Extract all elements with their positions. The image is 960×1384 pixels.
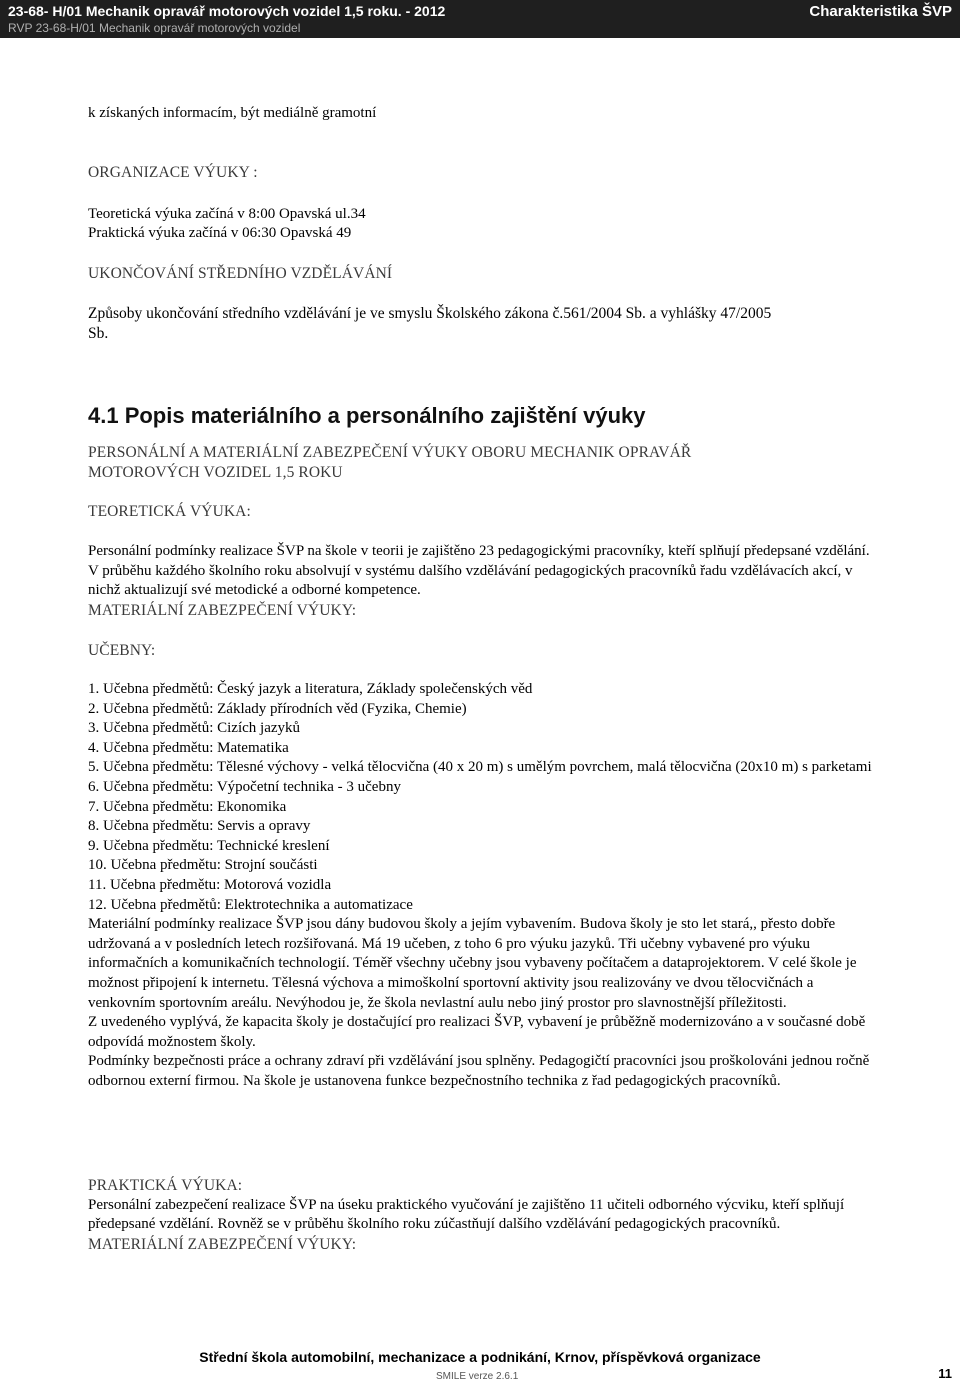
list-item: 5. Učebna předmětu: Tělesné výchovy - velká tělocvična (40 x 20 m) s umělým povrchem, malá tělocvična (20x10 m) s parketami [88,759,872,776]
personnel-heading-1: PERSONÁLNÍ A MATERIÁLNÍ ZABEZPEČENÍ VÝUKY OBORU MECHANIK OPRAVÁŘ [88,444,692,461]
document-subtitle: RVP 23-68-H/01 Mechanik opravář motorových vozidel [8,21,301,35]
theory-heading: TEORETICKÁ VÝUKA: [88,503,251,520]
page-number: 11 [938,1366,952,1381]
classrooms-heading: UČEBNY: [88,642,156,659]
footer-version: SMILE verze 2.6.1 [436,1371,519,1382]
material-heading-2: MATERIÁLNÍ ZABEZPEČENÍ VÝUKY: [88,1235,357,1253]
material-paragraph: Materiální podmínky realizace ŠVP jsou dány budovou školy a jejím vybavením. Budova školy je sto let stará,, přesto dobře udržovaná a v posledních letech rozšiřovaná. Má 19 učeben, z toho 6 pro výuku jazyků. Tři učebny vybavené pro výuku informačních a komunikačních technologií. Téměř všechny učebny jsou vybaveny počítačem a dataprojektorem. V celé škole je možnost připojení k internetu. Tělesná výchova a mimoškolní sportovní aktivity jsou realizovány ve dvou tělocvičnách a venkovním sportovním areálu. Nevýhodou je, že škola nevlastní aulu nebo jiný prostor pro slavnostnější příležitosti. [88,916,857,1011]
section-label: Charakteristika ŠVP [809,3,952,20]
page-header [0,0,960,38]
footer-school: Střední škola automobilní, mechanizace a podnikání, Krnov, příspěvková organizace [199,1349,761,1365]
media-line: k získaných informacím, být mediálně gramotní [88,105,377,121]
document-title: 23-68- H/01 Mechanik opravář motorových vozidel 1,5 roku. - 2012 [8,3,446,19]
completion-text: Způsoby ukončování středního vzdělávání je ve smyslu Školského zákona č.561/2004 Sb. a vyhlášky 47/2005 [88,305,772,322]
list-item: 7. Učebna předmětu: Ekonomika [88,798,287,815]
list-item: 11. Učebna předmětu: Motorová vozidla [88,876,332,893]
completion-text-cont: Sb. [88,325,109,342]
list-item: 8. Učebna předmětu: Servis a opravy [88,818,311,835]
list-item: 9. Učebna předmětu: Technické kreslení [88,837,330,854]
practice-section [88,1176,878,1254]
list-item: 6. Učebna předmětu: Výpočetní technika - 3 učebny [88,778,401,795]
completion-heading: UKONČOVÁNÍ STŘEDNÍHO VZDĚLÁVÁNÍ [88,265,393,282]
list-item: 3. Učebna předmětů: Cizích jazyků [88,720,301,737]
safety-paragraph: Podmínky bezpečnosti práce a ochrany zdraví při vzdělávání jsou splněny. Pedagogičtí pracovníci jsou proškolováni jednou ročně odbornou externí firmou. Na škole je ustanovena funkce bezpečnostního technika z řad pedagogických pracovníků. [88,1053,870,1089]
list-item: 12. Učebna předmětů: Elektrotechnika a automatizace [88,896,413,913]
personnel-paragraph [88,542,878,621]
practice-paragraph: Personální zabezpečení realizace ŠVP na úseku praktického vyučování je zajištěno 11 učiteli odborného výcviku, kteří splňují předepsané vzdělání. Rovněž se v průběhu školního roku zúčastňují dalšího vzdělávání pedagogických pracovníků. [88,1196,845,1233]
section-title: 4.1 Popis materiálního a personálního zajištění výuky [88,403,646,428]
list-item: 10. Učebna předmětu: Strojní součásti [88,857,318,874]
organization-heading: ORGANIZACE VÝUKY : [88,164,258,181]
practice-time: Praktická výuka začíná v 06:30 Opavská 49 [88,225,352,241]
theory-time: Teoretická výuka začíná v 8:00 Opavská ul.34 [88,206,366,222]
practice-heading: PRAKTICKÁ VÝUKA: [88,1177,243,1194]
material-heading: MATERIÁLNÍ ZABEZPEČENÍ VÝUKY: [88,601,357,619]
personnel-text: Personální podmínky realizace ŠVP na škole v teorii je zajištěno 23 pedagogickými pracovníky, kteří splňují předepsané vzdělání. V průběhu každého školního roku absolvují v systému dalšího vzdělávání pedagogických pracovníků řadu vzdělávacích akcí, v nichž aktualizují své metodické a odborné kompetence. [88,543,870,599]
classroom-list [88,680,878,1091]
list-item: 1. Učebna předmětů: Český jazyk a literatura, Základy společenských věd [88,681,533,697]
list-item: 2. Učebna předmětů: Základy přírodních věd (Fyzika, Chemie) [88,700,467,717]
list-item: 4. Učebna předmětu: Matematika [88,739,289,756]
personnel-heading-2: MOTOROVÝCH VOZIDEL 1,5 ROKU [88,464,343,481]
conclusion-paragraph: Z uvedeného vyplývá, že kapacita školy je dostačující pro realizaci ŠVP, vybavení je průběžně modernizováno a v současné době odpovídá možnostem školy. [88,1014,866,1050]
